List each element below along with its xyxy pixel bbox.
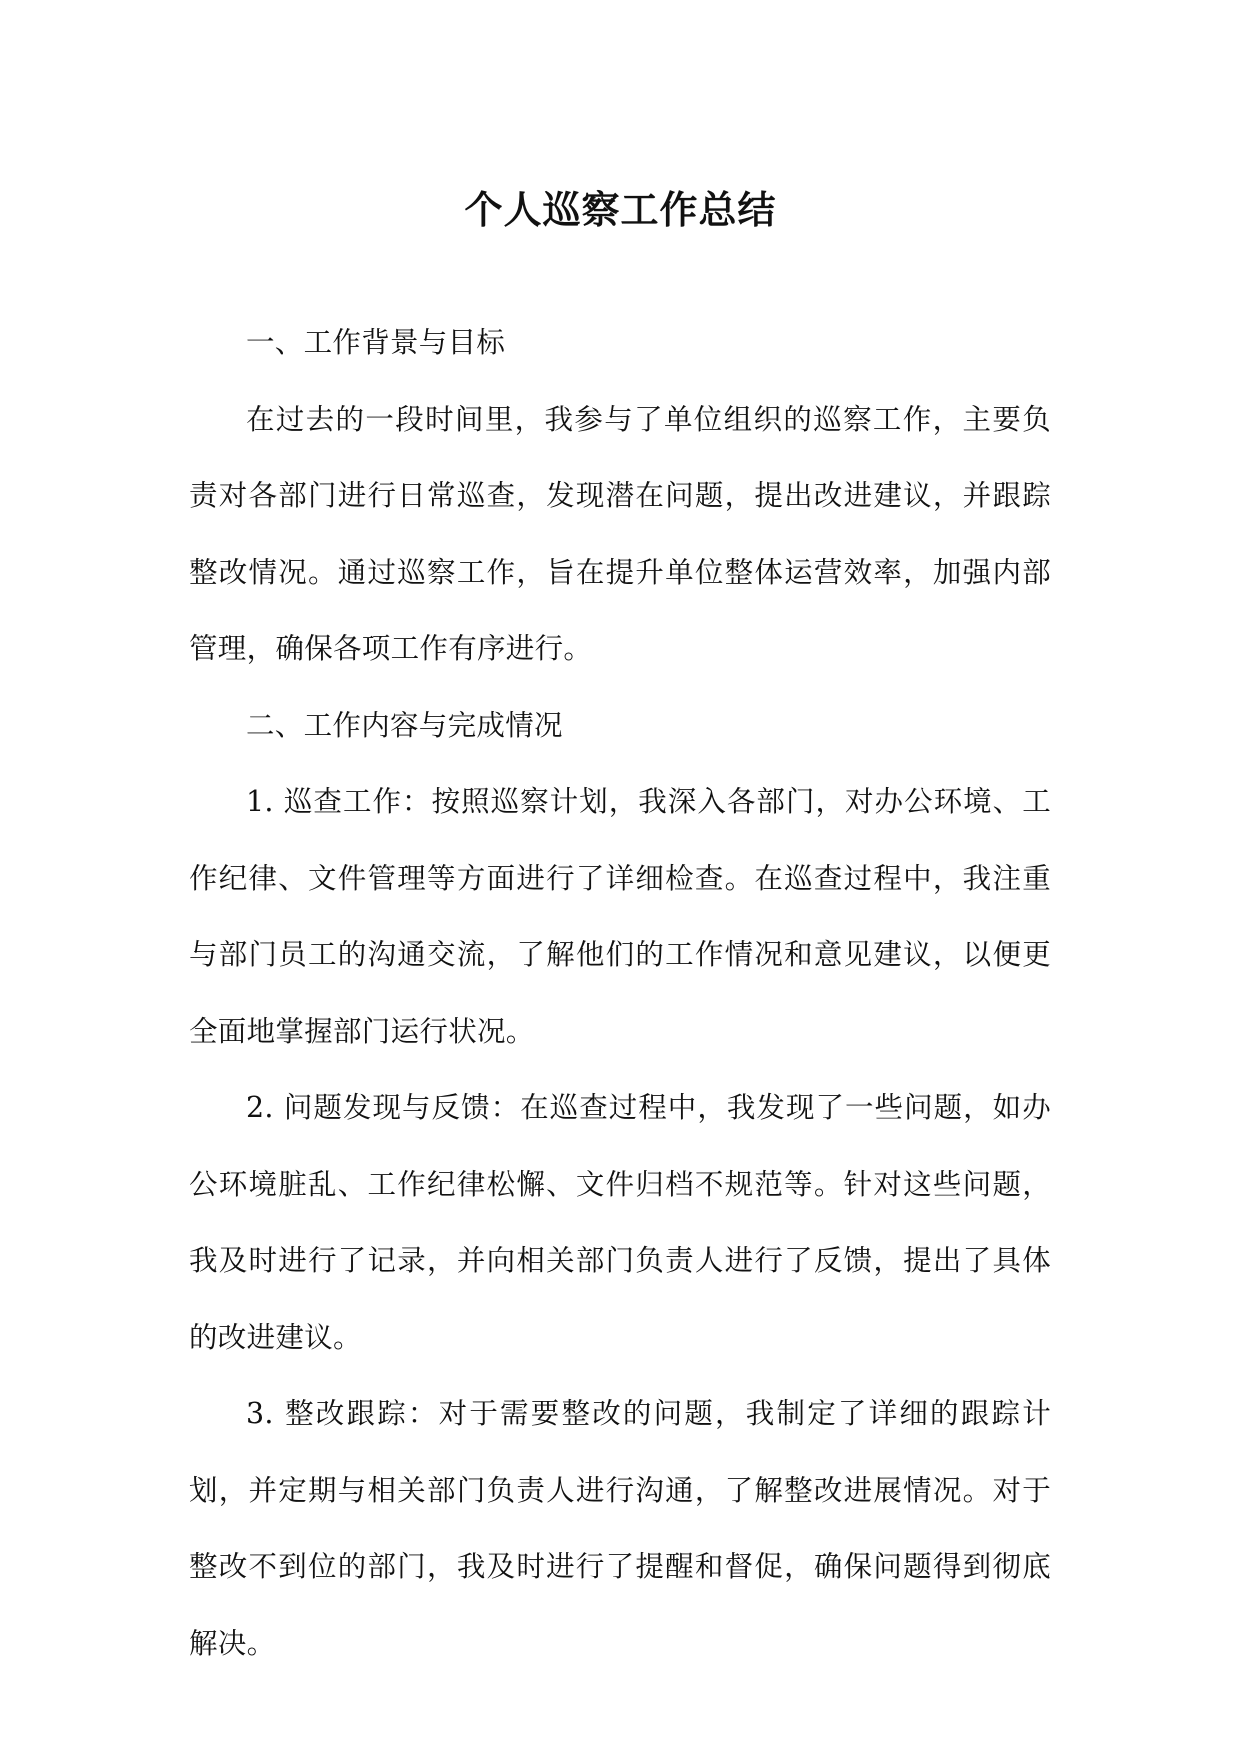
section-heading-work-content: 二、工作内容与完成情况 (246, 708, 563, 742)
paragraph-problem-feedback: 2. 问题发现与反馈：在巡查过程中，我发现了一些问题，如办公环境脏乱、工作纪律松懈、文件归档不规范等。针对这些问题，我及时进行了记录，并向相关部门负责人进行了反馈，提出了具体的改进建议。 (189, 1091, 1051, 1354)
document-title: 个人巡察工作总结 (464, 187, 777, 232)
paragraph-rectification-tracking: 3. 整改跟踪：对于需要整改的问题，我制定了详细的跟踪计划，并定期与相关部门负责人进行沟通，了解整改进展情况。对于整改不到位的部门，我及时进行了提醒和督促，确保问题得到彻底解决。 (189, 1397, 1051, 1660)
document-body (189, 305, 1051, 1682)
paragraph-inspection: 1. 巡查工作：按照巡察计划，我深入各部门，对办公环境、工作纪律、文件管理等方面进行了详细检查。在巡查过程中，我注重与部门员工的沟通交流，了解他们的工作情况和意见建议，以便更全面地掌握部门运行状况。 (189, 785, 1051, 1048)
paragraph-background: 在过去的一段时间里，我参与了单位组织的巡察工作，主要负责对各部门进行日常巡查，发现潜在问题，提出改进建议，并跟踪整改情况。通过巡察工作，旨在提升单位整体运营效率，加强内部管理，确保各项工作有序进行。 (189, 402, 1051, 665)
section-heading-background: 一、工作背景与目标 (246, 326, 506, 359)
